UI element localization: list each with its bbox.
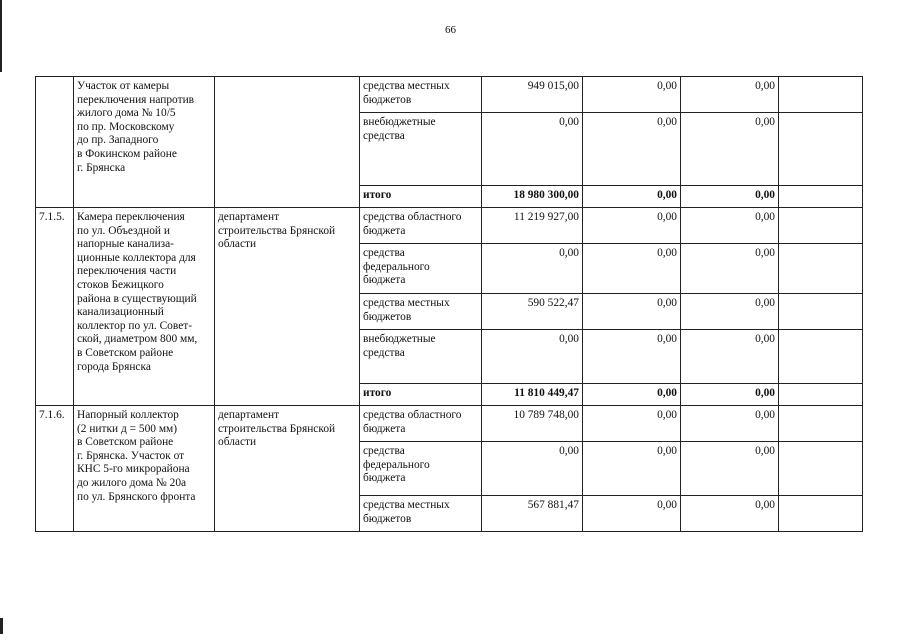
executor: департамент строительства Брянской области [215,406,360,532]
amount-cell: 0,00 [482,330,583,384]
amount-cell: 0,00 [583,77,681,113]
amount-cell: 949 015,00 [482,77,583,113]
total-amount: 18 980 300,00 [482,186,583,208]
total-amount: 0,00 [583,186,681,208]
amount-cell: 0,00 [583,113,681,186]
object-name: Камера переключения по ул. Объездной и напорные канализа- ционные коллектора для переключения части стоков Бежицкого района в существующий канализационный коллектор по ул. Совет- ской, диаметром 800 мм, в Советском районе города Брянска [74,208,215,406]
total-amount: 11 810 449,47 [482,384,583,406]
funding-source: средства местных бюджетов [360,496,482,532]
amount-cell: 0,00 [482,113,583,186]
scan-edge-mark [0,618,3,634]
amount-cell: 0,00 [681,294,779,330]
table-row [36,208,863,244]
empty-cell [779,294,863,330]
empty-cell [779,244,863,294]
amount-cell: 0,00 [583,496,681,532]
empty-cell [779,113,863,186]
empty-cell [779,406,863,442]
item-code: 7.1.6. [36,406,74,532]
empty-cell [779,442,863,496]
amount-cell: 0,00 [681,113,779,186]
amount-cell: 0,00 [681,406,779,442]
budget-table [35,76,863,532]
empty-cell [779,496,863,532]
amount-cell: 10 789 748,00 [482,406,583,442]
total-amount: 0,00 [681,384,779,406]
empty-cell [779,384,863,406]
amount-cell: 0,00 [583,294,681,330]
page-number: 66 [445,24,456,36]
total-amount: 0,00 [681,186,779,208]
funding-source: внебюджетные средства [360,330,482,384]
amount-cell: 0,00 [482,244,583,294]
amount-cell: 0,00 [583,330,681,384]
empty-cell [779,77,863,113]
item-code [36,77,74,208]
executor: департамент строительства Брянской области [215,208,360,406]
funding-source: средства местных бюджетов [360,77,482,113]
table-row [36,77,863,113]
amount-cell: 0,00 [681,442,779,496]
funding-source: средства областного бюджета [360,208,482,244]
amount-cell: 0,00 [681,496,779,532]
funding-source: средства федерального бюджета [360,442,482,496]
amount-cell: 0,00 [583,406,681,442]
table-row [36,406,863,442]
funding-source: средства областного бюджета [360,406,482,442]
object-name: Напорный коллектор (2 нитки д = 500 мм) в Советском районе г. Брянска. Участок от КНС 5-го микрорайона до жилого дома № 20а по ул. Брянского фронта [74,406,215,532]
amount-cell: 0,00 [583,244,681,294]
amount-cell: 0,00 [583,442,681,496]
empty-cell [779,208,863,244]
total-amount: 0,00 [583,384,681,406]
funding-source: средства местных бюджетов [360,294,482,330]
executor [215,77,360,208]
amount-cell: 0,00 [681,208,779,244]
funding-source: внебюджетные средства [360,113,482,186]
amount-cell: 0,00 [681,244,779,294]
amount-cell: 567 881,47 [482,496,583,532]
scan-edge-line [0,0,2,72]
amount-cell: 590 522,47 [482,294,583,330]
funding-source: итого [360,186,482,208]
amount-cell: 0,00 [681,330,779,384]
funding-source: итого [360,384,482,406]
item-code: 7.1.5. [36,208,74,406]
empty-cell [779,330,863,384]
funding-source: средства федерального бюджета [360,244,482,294]
amount-cell: 0,00 [681,77,779,113]
amount-cell: 0,00 [583,208,681,244]
object-name: Участок от камеры переключения напротив жилого дома № 10/5 по пр. Московскому до пр. Западного в Фокинском районе г. Брянска [74,77,215,208]
amount-cell: 0,00 [482,442,583,496]
empty-cell [779,186,863,208]
amount-cell: 11 219 927,00 [482,208,583,244]
